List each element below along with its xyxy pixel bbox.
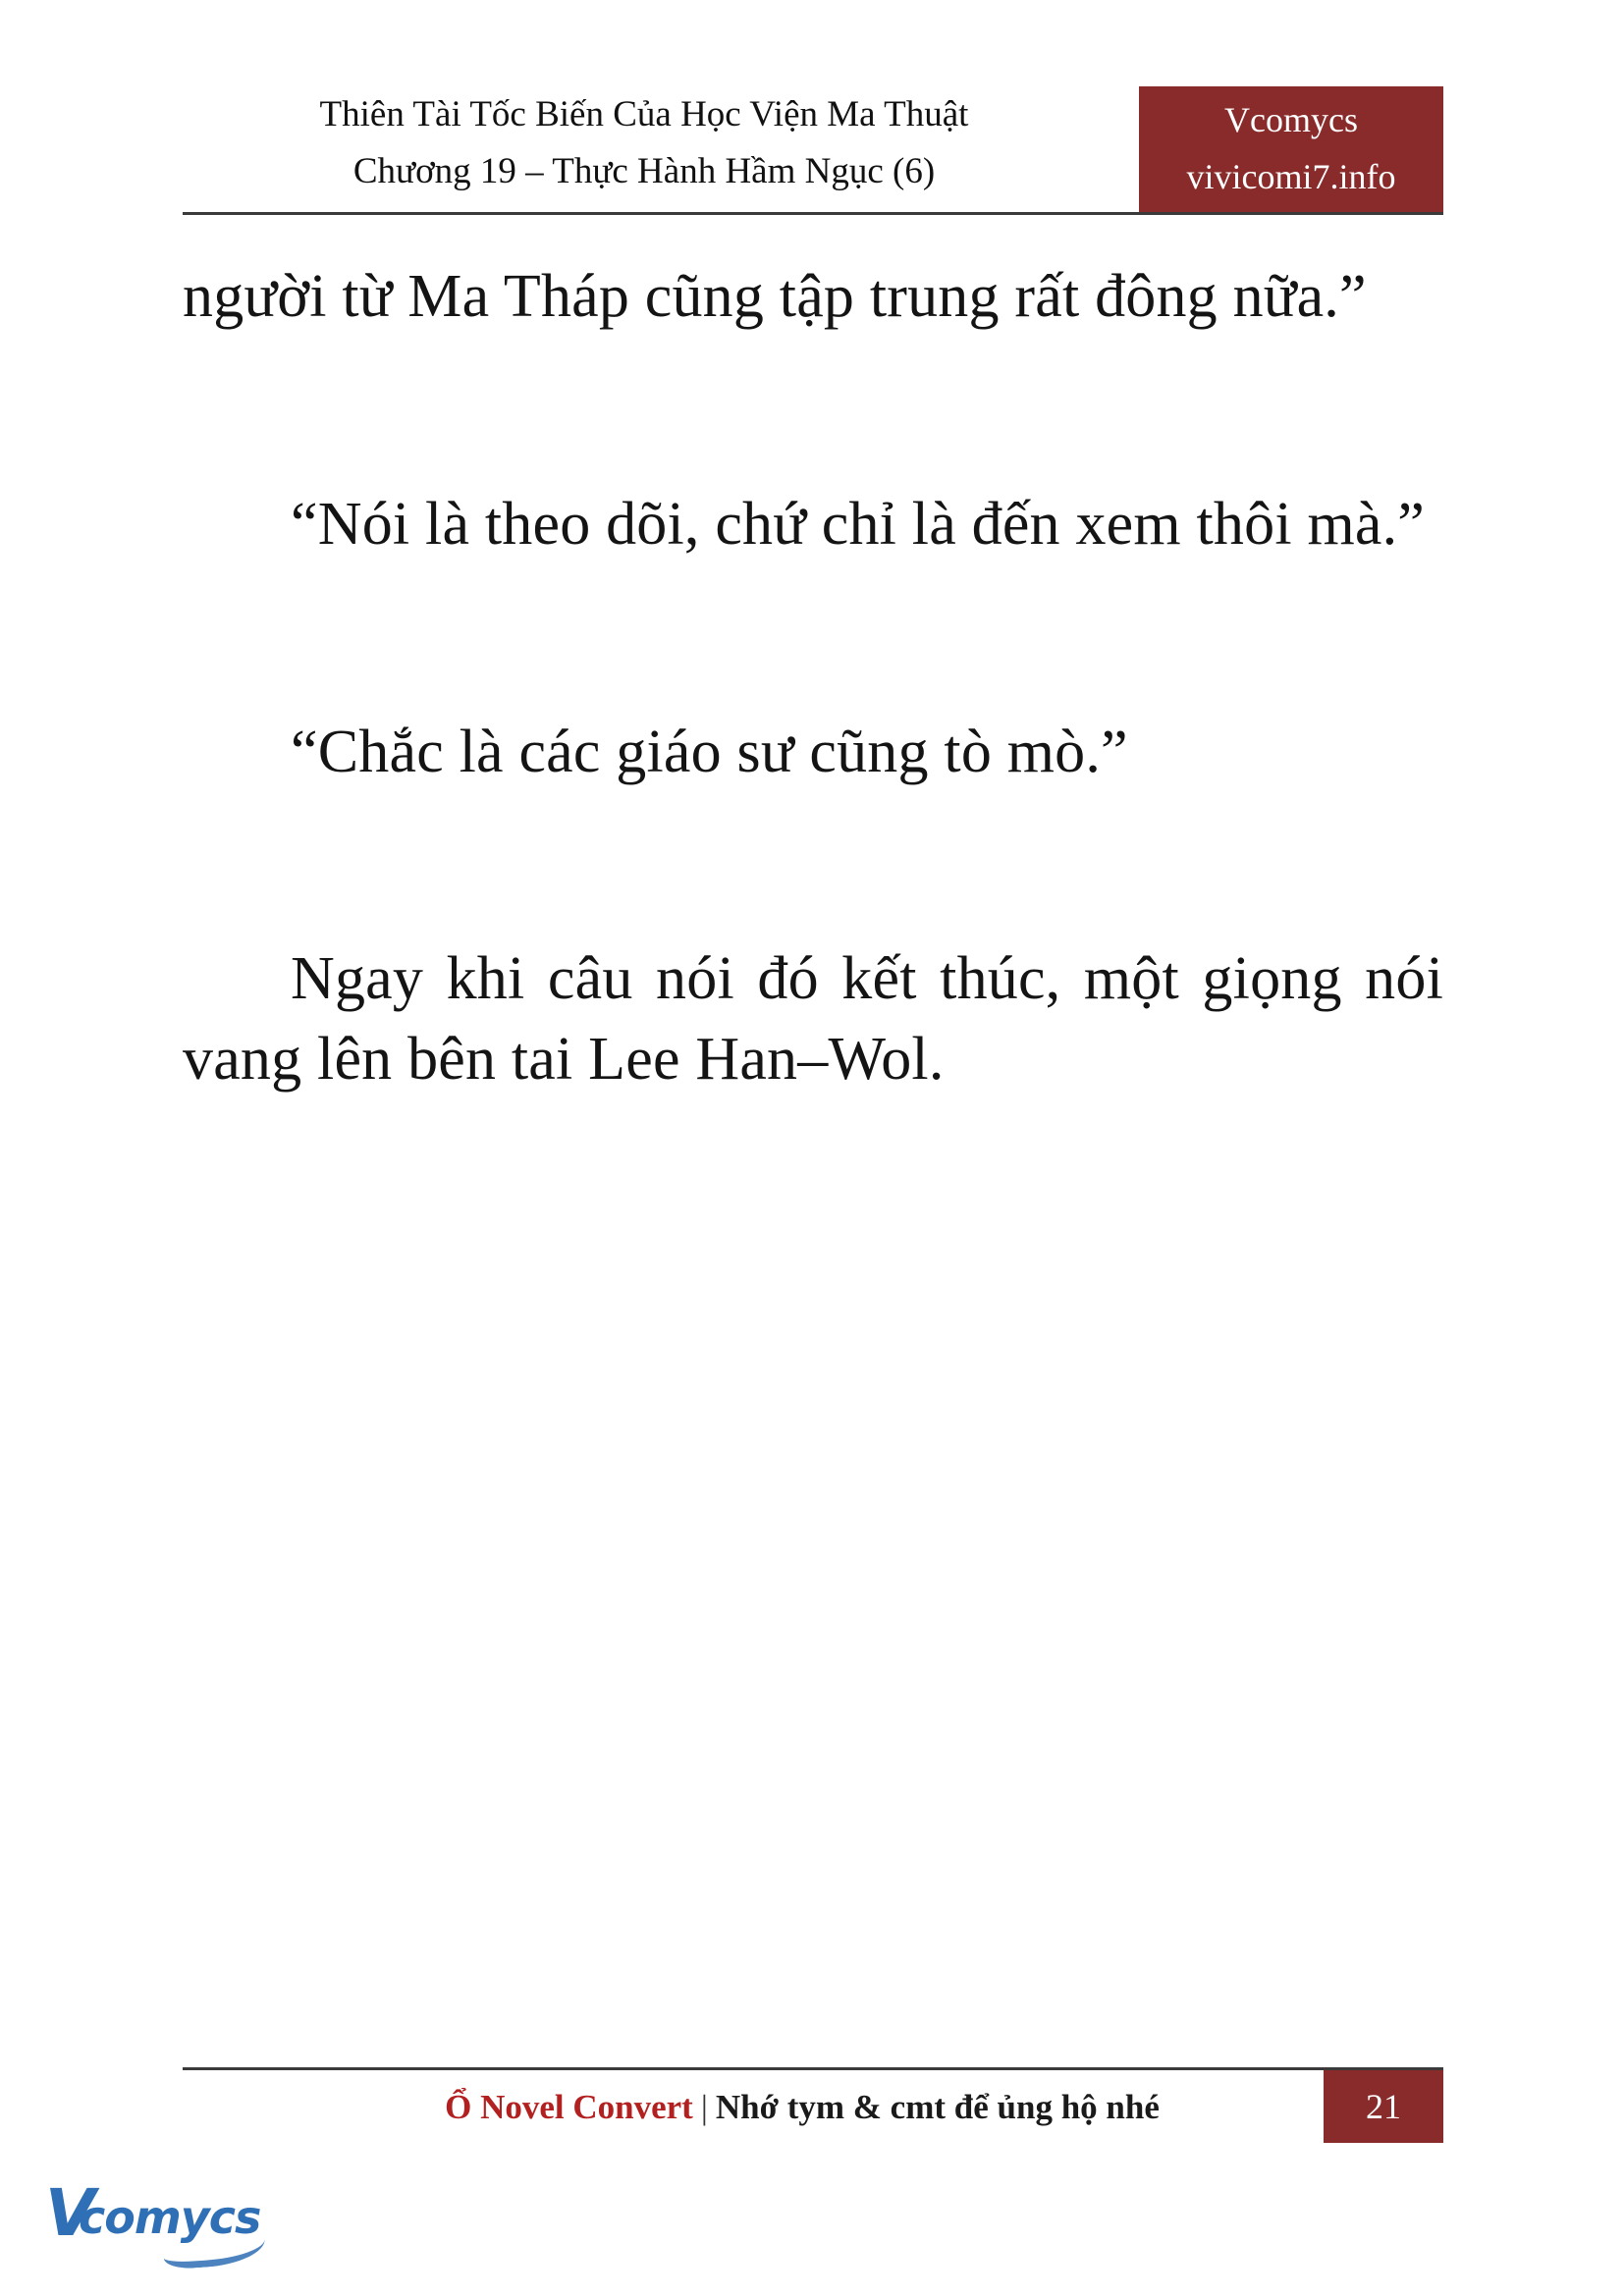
footer-note: Nhớ tym & cmt để ủng hộ nhé: [715, 2087, 1160, 2126]
site-badge[interactable]: [1139, 86, 1443, 212]
paragraph-3: “Chắc là các giáo sư cũng tò mò.”: [291, 718, 1128, 785]
vcomycs-watermark-logo: [45, 2175, 271, 2266]
page-header: [183, 86, 1443, 219]
watermark-v-letter: V: [45, 2175, 96, 2251]
site-badge-url: vivicomi7.info: [1186, 156, 1396, 196]
site-badge-name: Vcomycs: [1224, 100, 1358, 139]
paragraph-4: Ngay khi câu nói đó kết thúc, một giọng nói vang lên bên tai Lee Han–Wol.: [183, 945, 1443, 1094]
paragraph-spacer-1: [183, 432, 1443, 485]
paragraph-2: “Nói là theo dõi, chứ chỉ là đến xem thôi mà.”: [291, 490, 1426, 558]
header-title-line-1: Thiên Tài Tốc Biến Của Học Viện Ma Thuật: [319, 94, 969, 134]
page-number-badge: 21: [1324, 2070, 1443, 2143]
watermark-swoosh-icon: [162, 2222, 267, 2269]
header-title: [183, 86, 1106, 201]
footer-text-block: [183, 2070, 1443, 2143]
header-divider: [183, 212, 1443, 215]
paragraph-spacer-3: [183, 886, 1443, 939]
page-content: [183, 257, 1443, 1195]
footer-separator: |: [700, 2087, 708, 2126]
watermark-text: comycs: [79, 2191, 261, 2244]
page-footer: [183, 2067, 1443, 2156]
footer-credit: [445, 2087, 1181, 2126]
paragraph-1: người từ Ma Tháp cũng tập trung rất đông nữa.”: [183, 263, 1367, 330]
footer-brand: Ổ Novel Convert: [445, 2087, 693, 2126]
paragraph-spacer-2: [183, 660, 1443, 713]
header-title-line-2: Chương 19 – Thực Hành Hầm Ngục (6): [352, 151, 936, 192]
